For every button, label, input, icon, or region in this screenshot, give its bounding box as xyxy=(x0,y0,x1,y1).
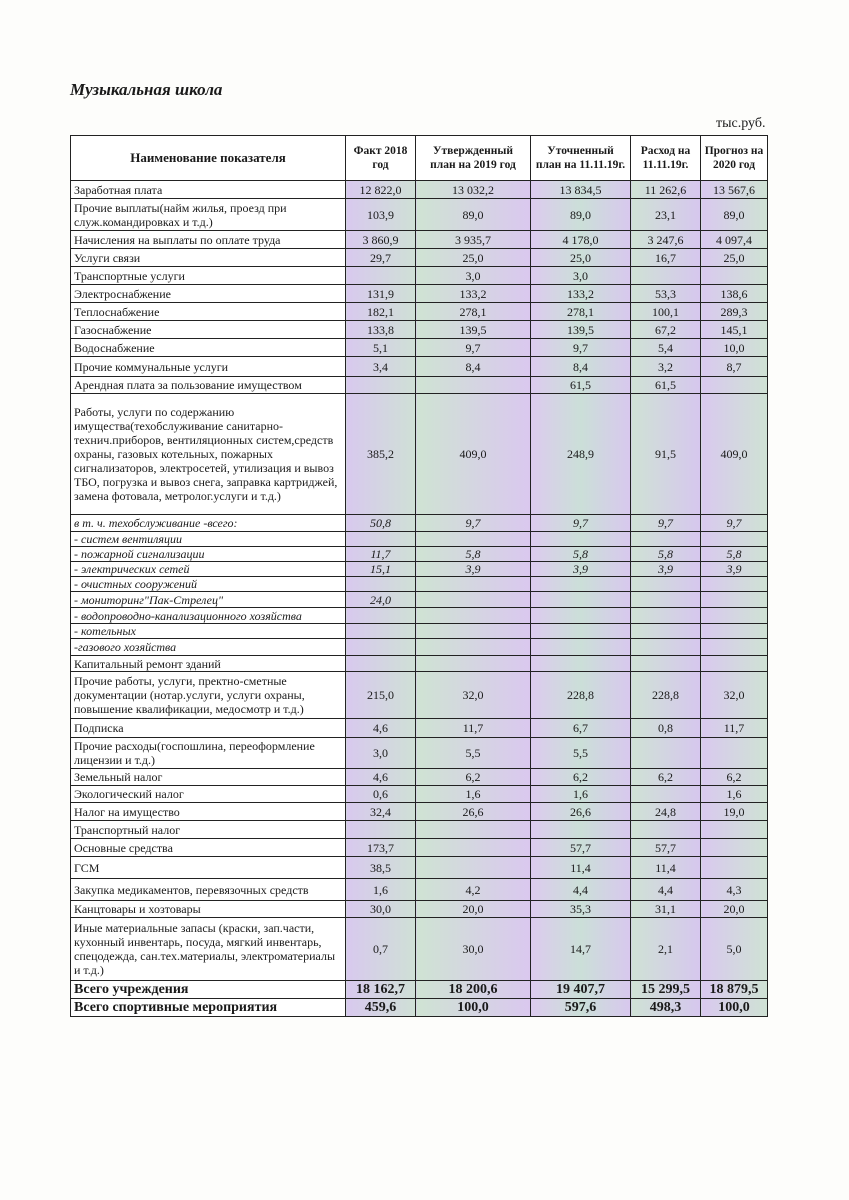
table-row xyxy=(71,803,768,821)
value-cell: 409,0 xyxy=(701,394,768,515)
row-label: Арендная плата за пользование имуществом xyxy=(71,377,346,394)
value-cell: 18 162,7 xyxy=(346,981,416,999)
value-cell: 32,0 xyxy=(416,672,531,719)
value-cell: 25,0 xyxy=(701,249,768,267)
row-label: ГСМ xyxy=(71,857,346,879)
row-label: - водопроводно-канализационного хозяйства xyxy=(71,608,346,624)
value-cell: 100,0 xyxy=(701,999,768,1017)
value-cell: 15 299,5 xyxy=(631,981,701,999)
value-cell: 1,6 xyxy=(531,786,631,803)
value-cell: 3 860,9 xyxy=(346,231,416,249)
row-label: - очистных сооружений xyxy=(71,577,346,592)
value-cell: 6,2 xyxy=(416,769,531,786)
value-cell xyxy=(631,608,701,624)
value-cell: 11,7 xyxy=(701,719,768,738)
value-cell: 53,3 xyxy=(631,285,701,303)
value-cell xyxy=(346,377,416,394)
row-label: Работы, услуги по содержанию имущества(техобслуживание санитарно-технич.приборов, вентиляционных систем,средств охраны, газовых котельных, пожарных сигнализаторов, электросетей, утилизация и вывоз ТБО, погрузка и вывоз снега, заправка картриджей, замена фотовала, метролог.услуги и т.д.) xyxy=(71,394,346,515)
table-row xyxy=(71,821,768,839)
value-cell xyxy=(701,592,768,608)
value-cell: 409,0 xyxy=(416,394,531,515)
value-cell: 9,7 xyxy=(701,515,768,532)
value-cell: 139,5 xyxy=(416,321,531,339)
value-cell: 4 178,0 xyxy=(531,231,631,249)
value-cell: 11 262,6 xyxy=(631,181,701,199)
row-label: Экологический налог xyxy=(71,786,346,803)
value-cell: 3,9 xyxy=(701,562,768,577)
document-title: Музыкальная школа xyxy=(70,80,223,99)
value-cell xyxy=(631,738,701,769)
row-label: Транспортные услуги xyxy=(71,267,346,285)
value-cell: 25,0 xyxy=(416,249,531,267)
row-label: Заработная плата xyxy=(71,181,346,199)
value-cell: 1,6 xyxy=(346,879,416,901)
value-cell xyxy=(416,592,531,608)
row-label: -газового хозяйства xyxy=(71,639,346,656)
value-cell: 30,0 xyxy=(416,918,531,981)
value-cell xyxy=(531,639,631,656)
value-cell xyxy=(701,532,768,547)
value-cell: 4 097,4 xyxy=(701,231,768,249)
value-cell xyxy=(701,577,768,592)
row-label: Подписка xyxy=(71,719,346,738)
table-row xyxy=(71,918,768,981)
value-cell: 19 407,7 xyxy=(531,981,631,999)
table-row xyxy=(71,562,768,577)
column-header: Уточненный план на 11.11.19г. xyxy=(531,136,631,181)
value-cell: 8,4 xyxy=(531,357,631,377)
value-cell: 3 935,7 xyxy=(416,231,531,249)
value-cell: 9,7 xyxy=(531,339,631,357)
value-cell xyxy=(346,639,416,656)
table-row xyxy=(71,303,768,321)
column-header: Факт 2018 год xyxy=(346,136,416,181)
value-cell xyxy=(416,608,531,624)
table-row xyxy=(71,999,768,1017)
value-cell: 9,7 xyxy=(416,339,531,357)
budget-table xyxy=(70,135,768,1017)
table-row xyxy=(71,199,768,231)
value-cell: 24,8 xyxy=(631,803,701,821)
value-cell: 13 834,5 xyxy=(531,181,631,199)
value-cell: 133,8 xyxy=(346,321,416,339)
row-label: Основные средства xyxy=(71,839,346,857)
value-cell xyxy=(701,839,768,857)
value-cell xyxy=(416,821,531,839)
table-row xyxy=(71,267,768,285)
value-cell xyxy=(416,624,531,639)
value-cell: 91,5 xyxy=(631,394,701,515)
value-cell: 182,1 xyxy=(346,303,416,321)
row-label: Прочие работы, услуги, пректно-сметные документации (нотар.услуги, услуги охраны, повышение квалификации, медосмотр и т.д.) xyxy=(71,672,346,719)
row-label: Газоснабжение xyxy=(71,321,346,339)
value-cell xyxy=(346,577,416,592)
value-cell xyxy=(701,738,768,769)
value-cell: 4,4 xyxy=(631,879,701,901)
table-row xyxy=(71,901,768,918)
value-cell: 18 200,6 xyxy=(416,981,531,999)
value-cell: 133,2 xyxy=(531,285,631,303)
value-cell: 6,7 xyxy=(531,719,631,738)
value-cell: 32,0 xyxy=(701,672,768,719)
value-cell: 139,5 xyxy=(531,321,631,339)
table-row xyxy=(71,624,768,639)
value-cell xyxy=(346,656,416,672)
value-cell: 35,3 xyxy=(531,901,631,918)
table-row xyxy=(71,547,768,562)
value-cell: 3 247,6 xyxy=(631,231,701,249)
value-cell: 248,9 xyxy=(531,394,631,515)
row-label: - пожарной сигнализации xyxy=(71,547,346,562)
value-cell xyxy=(416,839,531,857)
table-row xyxy=(71,608,768,624)
value-cell: 6,2 xyxy=(701,769,768,786)
value-cell: 5,8 xyxy=(701,547,768,562)
row-label: - систем вентиляции xyxy=(71,532,346,547)
value-cell: 3,9 xyxy=(631,562,701,577)
value-cell: 12 822,0 xyxy=(346,181,416,199)
value-cell: 138,6 xyxy=(701,285,768,303)
value-cell: 11,7 xyxy=(346,547,416,562)
value-cell: 103,9 xyxy=(346,199,416,231)
value-cell xyxy=(416,857,531,879)
row-label: Канцтовары и хозтовары xyxy=(71,901,346,918)
value-cell: 11,7 xyxy=(416,719,531,738)
value-cell: 8,4 xyxy=(416,357,531,377)
value-cell: 5,0 xyxy=(701,918,768,981)
value-cell: 32,4 xyxy=(346,803,416,821)
value-cell: 23,1 xyxy=(631,199,701,231)
value-cell xyxy=(631,577,701,592)
table-row xyxy=(71,592,768,608)
value-cell: 3,4 xyxy=(346,357,416,377)
value-cell: 6,2 xyxy=(631,769,701,786)
row-label: Транспортный налог xyxy=(71,821,346,839)
value-cell: 11,4 xyxy=(531,857,631,879)
value-cell: 67,2 xyxy=(631,321,701,339)
value-cell: 100,1 xyxy=(631,303,701,321)
value-cell: 89,0 xyxy=(416,199,531,231)
value-cell: 10,0 xyxy=(701,339,768,357)
row-label: в т. ч. техобслуживание -всего: xyxy=(71,515,346,532)
value-cell: 57,7 xyxy=(531,839,631,857)
value-cell: 228,8 xyxy=(631,672,701,719)
value-cell: 8,7 xyxy=(701,357,768,377)
value-cell: 385,2 xyxy=(346,394,416,515)
row-label: Прочие выплаты(найм жилья, проезд при служ.командировках и т.д.) xyxy=(71,199,346,231)
value-cell: 20,0 xyxy=(416,901,531,918)
row-label: - мониторинг"Пак-Стрелец" xyxy=(71,592,346,608)
value-cell: 19,0 xyxy=(701,803,768,821)
table-row xyxy=(71,769,768,786)
value-cell: 498,3 xyxy=(631,999,701,1017)
value-cell: 26,6 xyxy=(531,803,631,821)
value-cell xyxy=(346,532,416,547)
value-cell xyxy=(631,532,701,547)
value-cell: 278,1 xyxy=(531,303,631,321)
value-cell xyxy=(346,267,416,285)
value-cell: 215,0 xyxy=(346,672,416,719)
value-cell: 61,5 xyxy=(631,377,701,394)
row-label: Электроснабжение xyxy=(71,285,346,303)
value-cell: 5,8 xyxy=(631,547,701,562)
table-row xyxy=(71,672,768,719)
value-cell: 61,5 xyxy=(531,377,631,394)
value-cell: 5,8 xyxy=(416,547,531,562)
value-cell: 0,7 xyxy=(346,918,416,981)
table-row xyxy=(71,532,768,547)
value-cell: 24,0 xyxy=(346,592,416,608)
value-cell: 38,5 xyxy=(346,857,416,879)
value-cell xyxy=(701,656,768,672)
table-row xyxy=(71,639,768,656)
value-cell: 173,7 xyxy=(346,839,416,857)
value-cell xyxy=(631,592,701,608)
value-cell: 6,2 xyxy=(531,769,631,786)
table-row xyxy=(71,394,768,515)
value-cell: 2,1 xyxy=(631,918,701,981)
value-cell xyxy=(416,656,531,672)
table-row xyxy=(71,515,768,532)
value-cell: 16,7 xyxy=(631,249,701,267)
value-cell: 14,7 xyxy=(531,918,631,981)
value-cell: 5,1 xyxy=(346,339,416,357)
row-label: Прочие расходы(госпошлина, переоформление лицензии и т.д.) xyxy=(71,738,346,769)
table-row xyxy=(71,786,768,803)
value-cell: 133,2 xyxy=(416,285,531,303)
value-cell xyxy=(416,639,531,656)
value-cell: 100,0 xyxy=(416,999,531,1017)
value-cell: 20,0 xyxy=(701,901,768,918)
value-cell xyxy=(416,532,531,547)
table-row xyxy=(71,879,768,901)
value-cell: 145,1 xyxy=(701,321,768,339)
value-cell xyxy=(631,624,701,639)
value-cell: 5,5 xyxy=(531,738,631,769)
value-cell xyxy=(631,639,701,656)
value-cell xyxy=(416,377,531,394)
row-label: Всего учреждения xyxy=(71,981,346,999)
value-cell xyxy=(531,608,631,624)
value-cell: 13 567,6 xyxy=(701,181,768,199)
value-cell: 57,7 xyxy=(631,839,701,857)
table-row xyxy=(71,249,768,267)
value-cell: 3,0 xyxy=(531,267,631,285)
row-label: Начисления на выплаты по оплате труда xyxy=(71,231,346,249)
value-cell xyxy=(346,608,416,624)
value-cell xyxy=(631,267,701,285)
row-label: Всего спортивные мероприятия xyxy=(71,999,346,1017)
value-cell: 15,1 xyxy=(346,562,416,577)
value-cell xyxy=(531,656,631,672)
value-cell: 1,6 xyxy=(701,786,768,803)
value-cell: 18 879,5 xyxy=(701,981,768,999)
value-cell: 3,9 xyxy=(416,562,531,577)
value-cell xyxy=(346,821,416,839)
value-cell: 50,8 xyxy=(346,515,416,532)
value-cell xyxy=(701,857,768,879)
row-label: Налог на имущество xyxy=(71,803,346,821)
value-cell: 0,6 xyxy=(346,786,416,803)
column-header: Прогноз на 2020 год xyxy=(701,136,768,181)
value-cell: 4,4 xyxy=(531,879,631,901)
value-cell xyxy=(701,639,768,656)
value-cell: 1,6 xyxy=(416,786,531,803)
column-header: Наименование показателя xyxy=(71,136,346,181)
value-cell xyxy=(531,624,631,639)
value-cell: 289,3 xyxy=(701,303,768,321)
row-label: Земельный налог xyxy=(71,769,346,786)
value-cell: 31,1 xyxy=(631,901,701,918)
value-cell: 131,9 xyxy=(346,285,416,303)
value-cell: 13 032,2 xyxy=(416,181,531,199)
value-cell xyxy=(631,786,701,803)
value-cell xyxy=(701,377,768,394)
value-cell: 0,8 xyxy=(631,719,701,738)
row-label: Закупка медикаментов, перевязочных средств xyxy=(71,879,346,901)
value-cell: 3,2 xyxy=(631,357,701,377)
table-row xyxy=(71,839,768,857)
value-cell xyxy=(346,624,416,639)
value-cell: 5,5 xyxy=(416,738,531,769)
table-row xyxy=(71,719,768,738)
value-cell: 4,2 xyxy=(416,879,531,901)
value-cell: 25,0 xyxy=(531,249,631,267)
value-cell: 30,0 xyxy=(346,901,416,918)
table-row xyxy=(71,357,768,377)
unit-label: тыс.руб. xyxy=(716,116,766,131)
table-row xyxy=(71,577,768,592)
table-row xyxy=(71,981,768,999)
value-cell: 26,6 xyxy=(416,803,531,821)
row-label: Водоснабжение xyxy=(71,339,346,357)
row-label: - электрических сетей xyxy=(71,562,346,577)
value-cell: 4,6 xyxy=(346,769,416,786)
table-row xyxy=(71,857,768,879)
column-header: Утвержденный план на 2019 год xyxy=(416,136,531,181)
table-row xyxy=(71,656,768,672)
value-cell xyxy=(531,821,631,839)
row-label: Капитальный ремонт зданий xyxy=(71,656,346,672)
table-row xyxy=(71,738,768,769)
value-cell xyxy=(701,624,768,639)
column-header: Расход на 11.11.19г. xyxy=(631,136,701,181)
row-label: - котельных xyxy=(71,624,346,639)
table-row xyxy=(71,231,768,249)
value-cell: 29,7 xyxy=(346,249,416,267)
value-cell: 9,7 xyxy=(531,515,631,532)
row-label: Теплоснабжение xyxy=(71,303,346,321)
value-cell: 228,8 xyxy=(531,672,631,719)
value-cell xyxy=(631,656,701,672)
value-cell: 3,9 xyxy=(531,562,631,577)
value-cell xyxy=(416,577,531,592)
value-cell xyxy=(531,592,631,608)
table-header-row xyxy=(71,136,768,181)
value-cell: 3,0 xyxy=(346,738,416,769)
value-cell: 9,7 xyxy=(631,515,701,532)
table-row xyxy=(71,321,768,339)
value-cell: 5,8 xyxy=(531,547,631,562)
table-row xyxy=(71,181,768,199)
value-cell: 4,3 xyxy=(701,879,768,901)
row-label: Иные материальные запасы (краски, зап.части, кухонный инвентарь, посуда, мягкий инвентарь, спецодежда, сан.тех.материалы, электроматериалы и т.д.) xyxy=(71,918,346,981)
value-cell: 89,0 xyxy=(701,199,768,231)
row-label: Прочие коммунальные услуги xyxy=(71,357,346,377)
value-cell: 278,1 xyxy=(416,303,531,321)
table-row xyxy=(71,285,768,303)
table-row xyxy=(71,339,768,357)
value-cell: 4,6 xyxy=(346,719,416,738)
value-cell xyxy=(531,532,631,547)
value-cell xyxy=(631,821,701,839)
value-cell: 89,0 xyxy=(531,199,631,231)
value-cell xyxy=(701,821,768,839)
row-label: Услуги связи xyxy=(71,249,346,267)
value-cell xyxy=(531,577,631,592)
value-cell: 5,4 xyxy=(631,339,701,357)
value-cell: 597,6 xyxy=(531,999,631,1017)
value-cell: 3,0 xyxy=(416,267,531,285)
value-cell xyxy=(701,267,768,285)
value-cell: 11,4 xyxy=(631,857,701,879)
value-cell: 459,6 xyxy=(346,999,416,1017)
value-cell xyxy=(701,608,768,624)
table-row xyxy=(71,377,768,394)
value-cell: 9,7 xyxy=(416,515,531,532)
